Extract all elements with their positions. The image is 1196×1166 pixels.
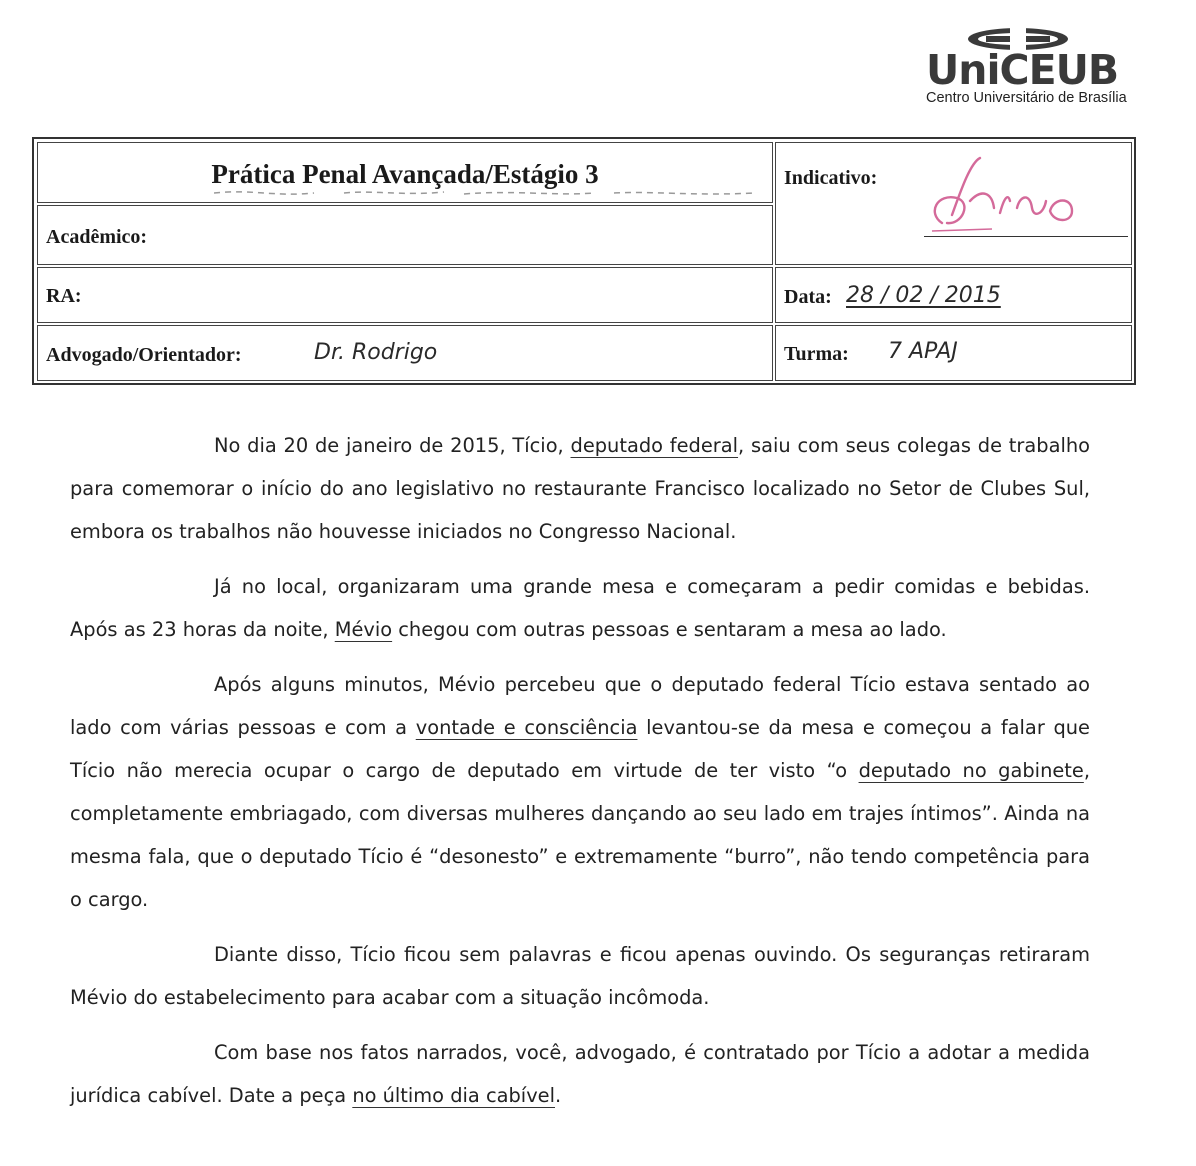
indicativo-cell [775,142,1132,265]
paragraph-1 [70,424,1090,553]
indicativo-label: Indicativo: [784,167,878,189]
p1-underline-1: deputado federal [570,434,739,457]
uniceub-logo [922,26,1162,110]
paragraph-3 [70,663,1090,921]
grade-scribble-icon [922,153,1112,243]
paragraph-2 [70,565,1090,651]
indicativo-line [924,236,1128,237]
ra-label: RA: [46,285,82,307]
academico-label: Acadêmico: [46,226,148,248]
ra-cell [37,267,773,323]
logo-subtitle: Centro Universitário de Brasília [926,90,1127,106]
p5-text-a: Com base nos fatos narrados, você, advogado, é contratado por Tício a adotar a medida jurídica cabível. Date a peça [70,1041,1090,1107]
advogado-handwritten: Dr. Rodrigo [314,340,438,365]
data-handwritten: 28 / 02 / 2015 [846,283,1001,308]
p3-text-a: Após alguns minutos, Mévio percebeu que o deputado federal Tício estava sentado ao lado com várias pessoas e com a [70,673,1090,739]
data-cell [775,267,1132,323]
p1-text-a: No dia 20 de janeiro de 2015, Tício, [214,434,571,457]
page-title: Prática Penal Avançada/Estágio 3 [211,159,599,189]
advogado-cell [37,325,773,381]
turma-label: Turma: [784,343,849,365]
academico-cell [37,205,773,265]
case-text [70,424,1090,1117]
p5-text-b: . [555,1084,562,1107]
advogado-label: Advogado/Orientador: [46,344,242,366]
p1-text-b: , saiu com seus colegas de trabalho para comemorar o início do ano legislativo no restaurante Francisco localizado no Setor de Clubes Sul, embora os trabalhos não houvesse iniciados no Congresso Nacional. [70,434,1090,543]
paragraph-4 [70,933,1090,1019]
p2-text-a: Já no local, organizaram uma grande mesa e começaram a pedir comidas e bebidas. Após as 23 horas da noite, [70,575,1090,641]
logo-wordmark: UniCEUB [926,46,1119,94]
p2-underline-1: Mévio [334,618,393,641]
header-table [32,137,1136,385]
p4-text-a: Diante disso, Tício ficou sem palavras e ficou apenas ouvindo. Os seguranças retiraram Mévio do estabelecimento para acabar com a situação incômoda. [70,943,1090,1009]
turma-handwritten: 7 APAJ [888,339,958,364]
p2-text-b: chegou com outras pessoas e sentaram a mesa ao lado. [392,618,947,641]
data-label: Data: [784,286,832,308]
p3-text-c: , completamente embriagado, com diversas mulheres dançando ao seu lado em trajes íntimos”. Ainda na mesma fala, que o deputado Tício é “desonesto” e extremamente “burro”, não tendo competência para o cargo. [70,759,1090,911]
p5-underline-1: no último dia cabível [352,1084,555,1107]
p3-underline-2: deputado no gabinete [858,759,1084,782]
turma-cell [775,325,1132,381]
paragraph-5 [70,1031,1090,1117]
p3-text-b: levantou-se da mesa e começou a falar que Tício não merecia ocupar o cargo de deputado em virtude de ter visto “o [70,716,1090,782]
p3-underline-1: vontade e consciência [415,716,638,739]
redaction-smudge [214,187,774,199]
